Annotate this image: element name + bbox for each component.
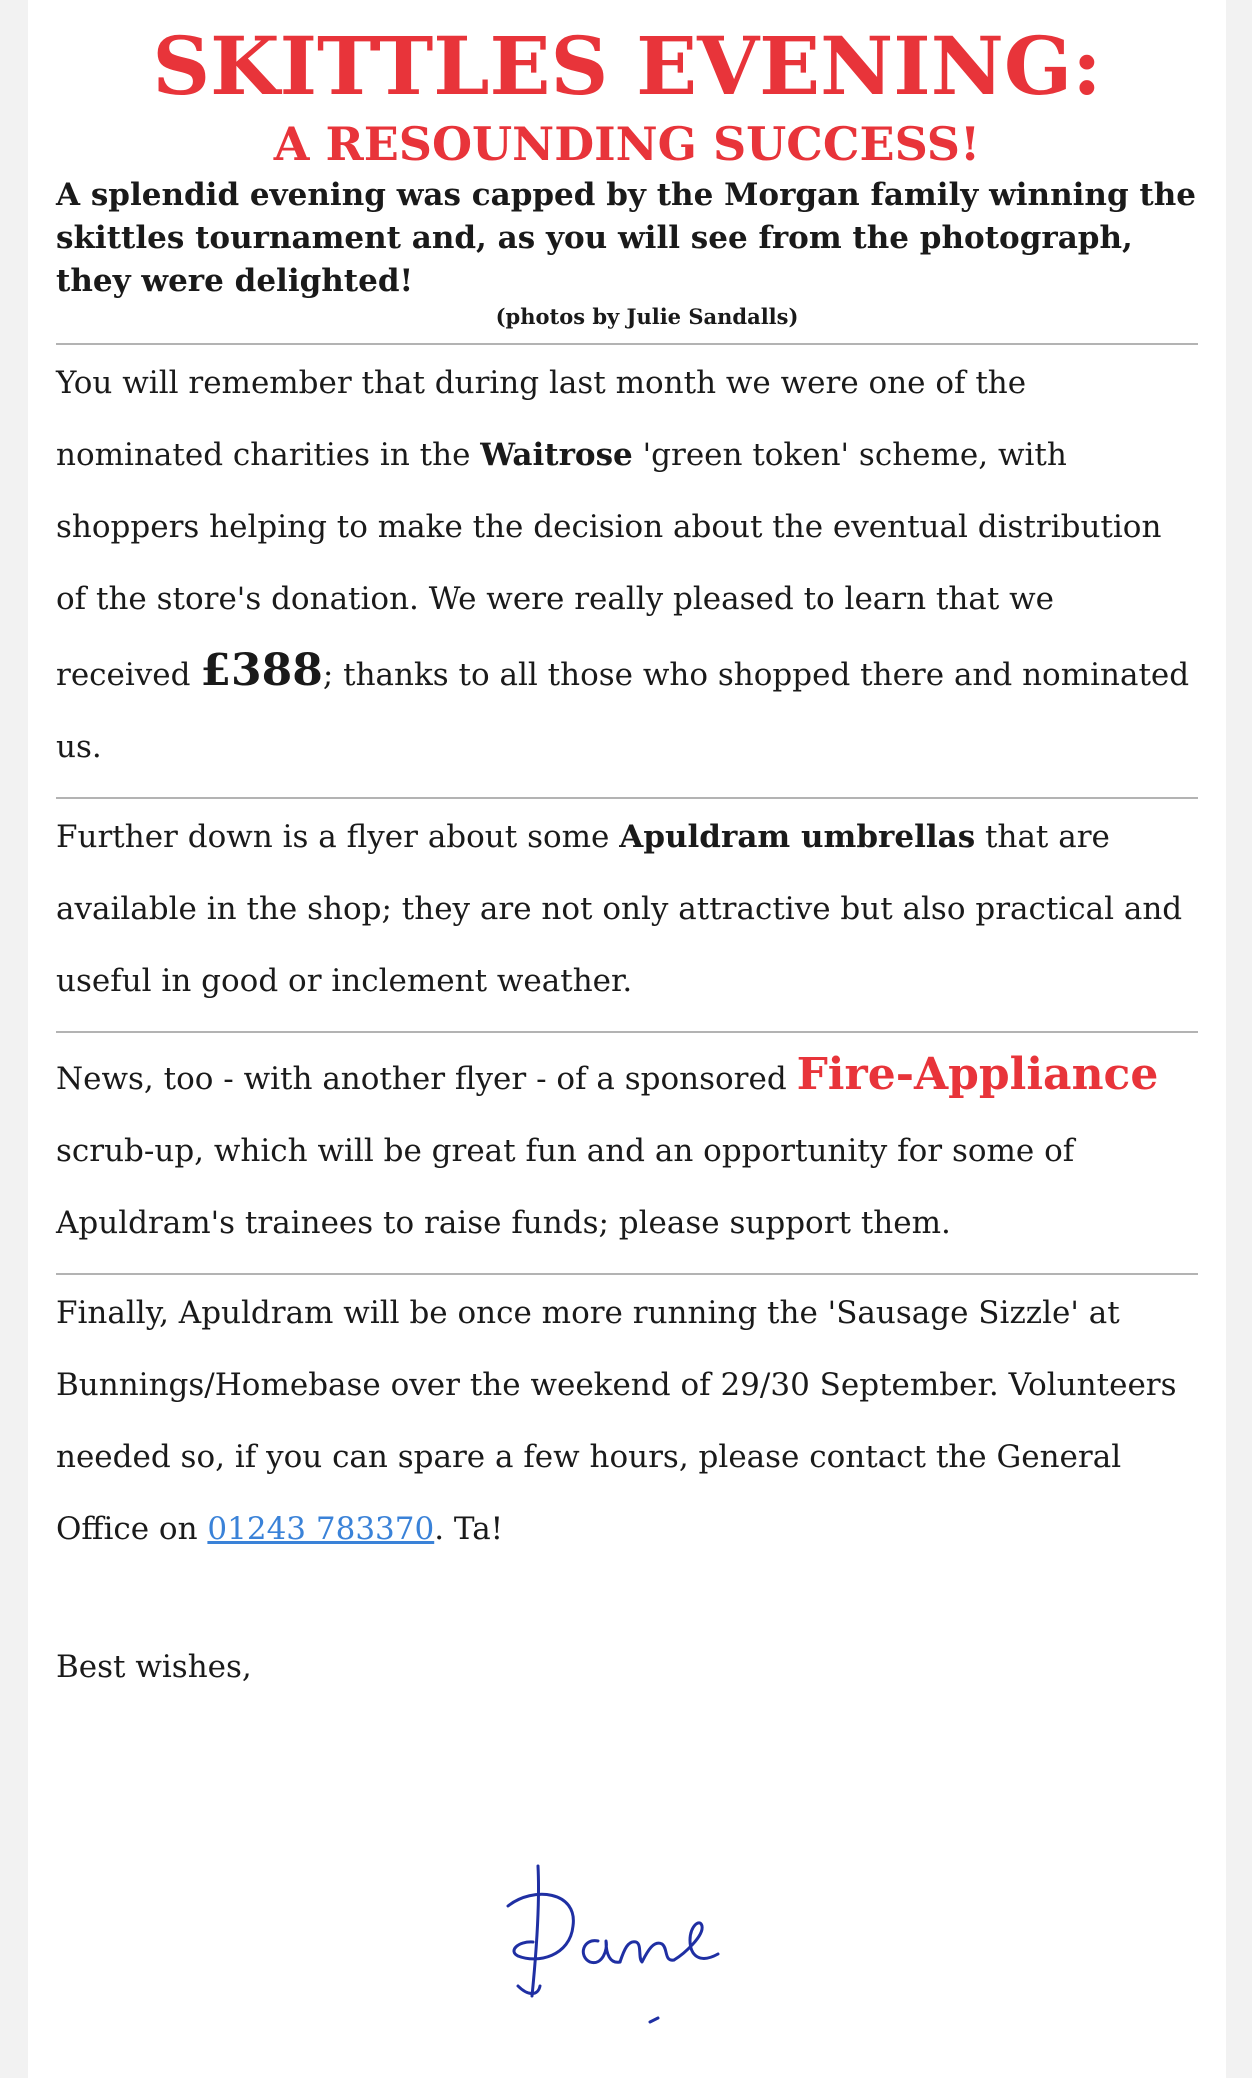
umbrellas-text-before: Further down is a flyer about some (56, 819, 620, 855)
signature-image (478, 1846, 828, 2066)
fire-appliance-paragraph (56, 1039, 1198, 1259)
waitrose-paragraph (56, 347, 1198, 783)
fire-text-before: News, too - with another flyer - of a sponsored (56, 1061, 797, 1097)
umbrellas-paragraph (56, 801, 1198, 1017)
donation-amount: £388 (200, 645, 323, 696)
waitrose-brand: Waitrose (480, 437, 633, 473)
sausage-sizzle-paragraph (56, 1277, 1198, 1565)
umbrellas-text-after: that are available in the shop; they are not only attractive but also practical and useful in good or inclement weather. (56, 819, 1183, 999)
phone-link[interactable]: 01243 783370 (207, 1511, 435, 1547)
intro-paragraph: A splendid evening was capped by the Morgan family winning the skittles tournament and, as you will see from the photograph, they were delighted! (56, 177, 1196, 299)
fire-appliance-highlight: Fire-Appliance (796, 1049, 1159, 1100)
subheadline: A RESOUNDING SUCCESS! (273, 117, 981, 171)
waitrose-text-after: ; thanks to all those who shopped there and nominated us. (56, 657, 1190, 765)
sausage-text-before: Finally, Apuldram will be once more running the 'Sausage Sizzle' at Bunnings/Homebase over the weekend of 29/30 September. Volunteers needed so, if you can spare a few hours, please contact the General Office on (56, 1295, 1177, 1547)
headline: SKITTLES EVENING: (152, 19, 1102, 113)
fire-text-after: scrub-up, which will be great fun and an opportunity for some of Apuldram's trainees to raise funds; please support them. (56, 1133, 1075, 1241)
newsletter-page (28, 0, 1226, 2078)
sausage-text-after: . Ta! (434, 1511, 504, 1547)
photo-credit: (photos by Julie Sandalls) (495, 304, 799, 329)
waitrose-text-before: You will remember that during last month we were one of the nominated charities in the (56, 365, 1027, 473)
newsletter-content (56, 0, 1198, 1703)
closing-text: Best wishes, (56, 1649, 252, 1685)
umbrellas-highlight: Apuldram umbrellas (619, 819, 976, 855)
waitrose-text-middle: 'green token' scheme, with shoppers helping to make the decision about the eventual distribution of the store's donation. We were really pleased to learn that we received (56, 437, 1162, 693)
